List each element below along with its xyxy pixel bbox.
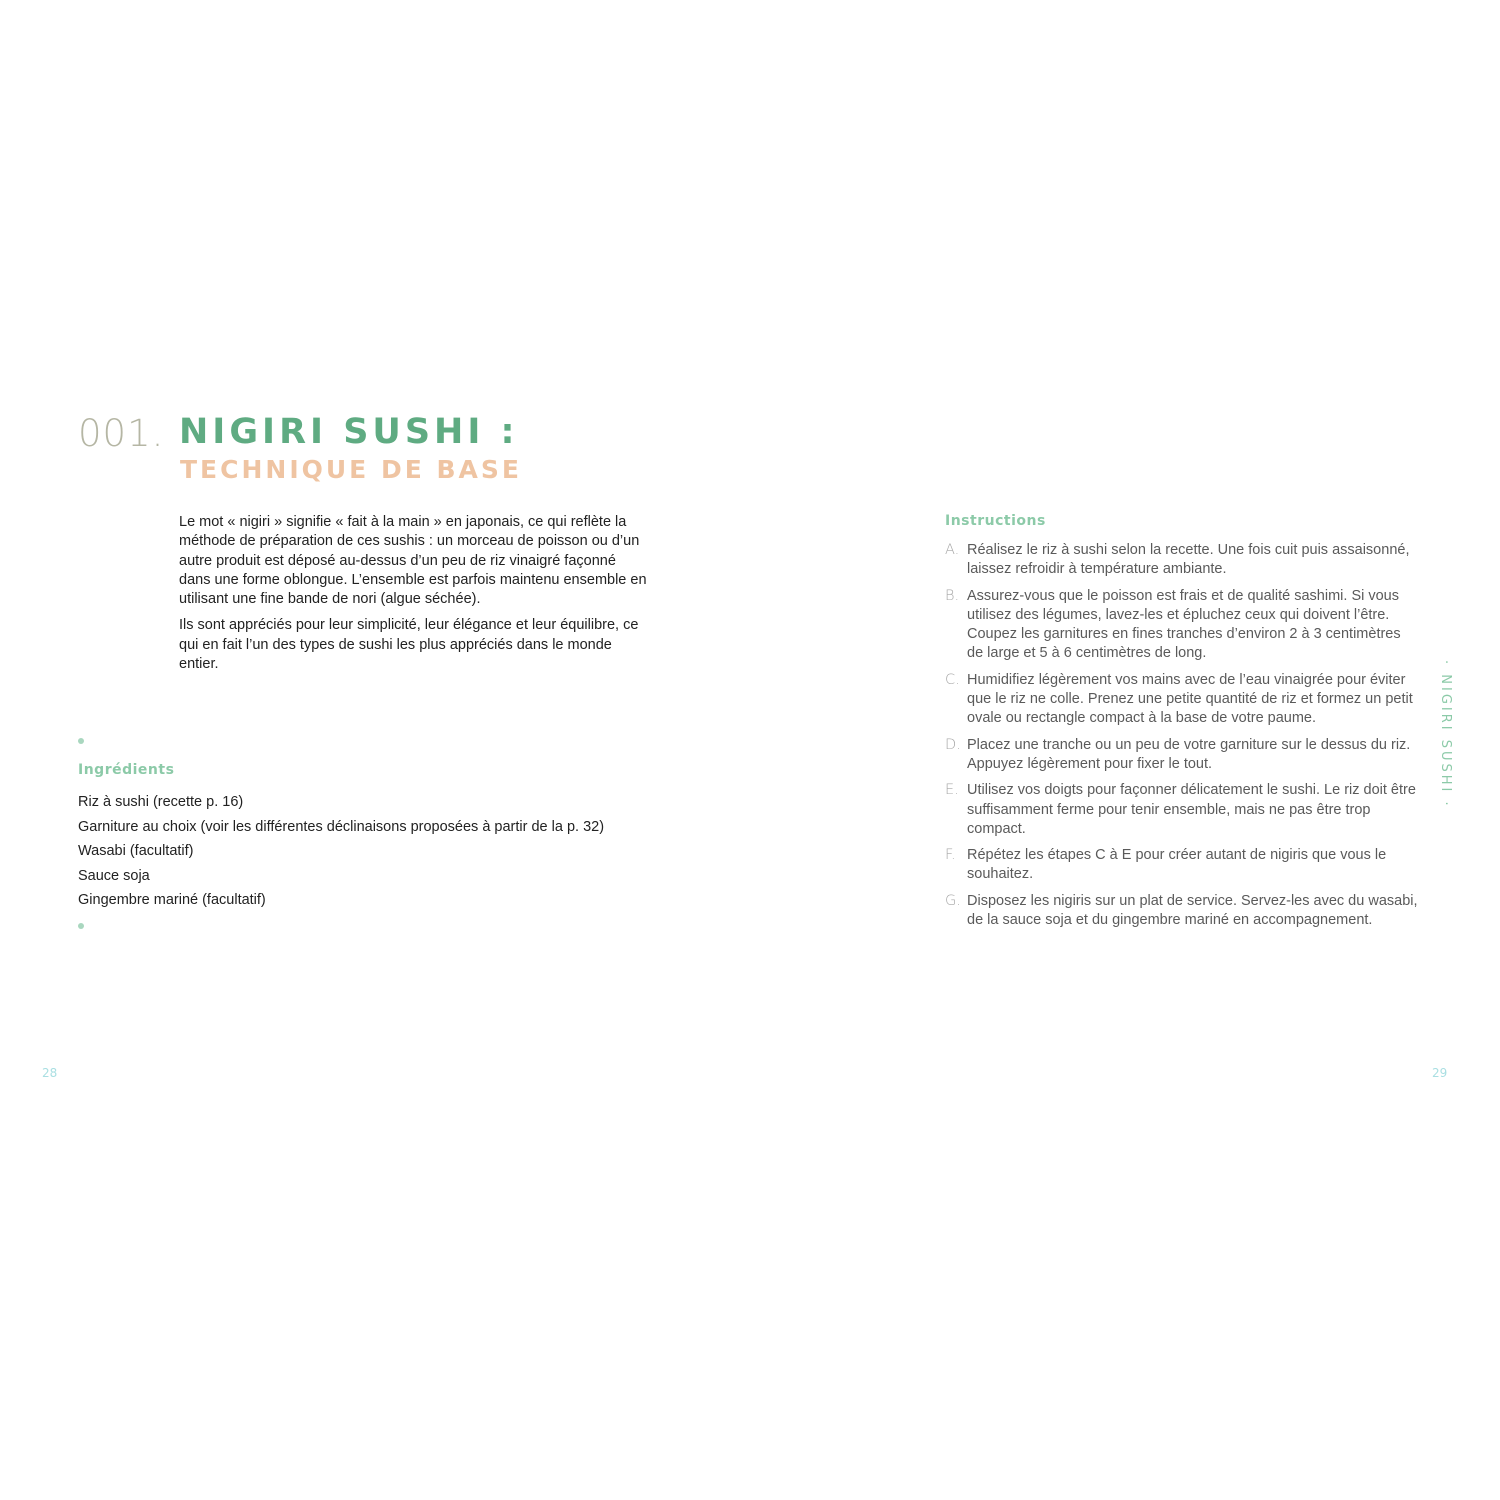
ingredient-item: Gingembre mariné (facultatif) <box>78 892 266 908</box>
step-letter: E. <box>945 782 959 799</box>
page-number-left: 28 <box>42 1066 58 1080</box>
intro-paragraph: Ils sont appréciés pour leur simplicité, leur élégance et leur équilibre, ce qui en fait l’un des types de sushi les plus appréciés dans le monde entier. <box>179 617 639 673</box>
ingredients-heading: Ingrédients <box>78 762 175 778</box>
divider-dot <box>78 923 84 929</box>
ingredient-item: Riz à sushi (recette p. 16) <box>78 794 244 810</box>
step-text: Utilisez vos doigts pour façonner délicatement le sushi. Le riz doit être suffisamment ferme pour tenir ensemble, mais ne pas être trop compact. <box>967 782 1416 837</box>
instruction-step <box>945 892 1420 931</box>
instruction-step <box>945 846 1420 885</box>
step-letter: D. <box>945 736 961 753</box>
step-text: Assurez-vous que le poisson est frais et de qualité sashimi. Si vous utilisez des légumes, lavez-les et épluchez ceux qui doivent l’être. Coupez les garnitures en fines tranches d’environ 2 à 3 centimètres de large et 5 à 6 centimètres de long. <box>967 587 1401 662</box>
step-text: Disposez les nigiris sur un plat de service. Servez-les avec du wasabi, de la sauce soja et du gingembre mariné en accompagnement. <box>967 892 1418 929</box>
step-letter: F. <box>945 847 956 864</box>
recipe-subtitle: TECHNIQUE DE BASE <box>180 455 522 484</box>
ingredient-item: Wasabi (facultatif) <box>78 843 194 859</box>
ingredients-list <box>78 790 604 913</box>
recipe-number: 001. <box>78 412 165 455</box>
step-letter: B. <box>945 587 960 604</box>
step-text: Humidifiez légèrement vos mains avec de l’eau vinaigrée pour éviter que le riz ne colle. Prenez une petite quantité de riz et formez un petit ovale ou rectangle compact à la base de votre paume. <box>967 671 1413 727</box>
step-letter: A. <box>945 542 960 558</box>
instruction-step <box>945 781 1420 839</box>
step-letter: C. <box>945 671 960 688</box>
step-text: Réalisez le riz à sushi selon la recette. Une fois cuit puis assaisonné, laissez refroidir à température ambiante. <box>967 542 1410 578</box>
instructions-list <box>945 541 1420 937</box>
instruction-step <box>945 671 1420 729</box>
instruction-step <box>945 587 1420 664</box>
page-number-right: 29 <box>1432 1066 1448 1080</box>
step-text: Répétez les étapes C à E pour créer autant de nigiris que vous le souhaitez. <box>967 847 1387 883</box>
instructions-heading: Instructions <box>945 513 1046 529</box>
ingredient-item: Sauce soja <box>78 867 150 884</box>
instruction-step <box>945 541 1420 580</box>
intro-paragraph: Le mot « nigiri » signifie « fait à la main » en japonais, ce qui reflète la méthode de préparation de ces sushis : un morceau de poisson ou d’un autre produit est déposé au-dessus d’un peu de riz vinaigré façonné dans une forme oblongue. L’ensemble est parfois maintenu ensemble en utilisant une fine bande de nori (algue séchée). <box>179 514 647 608</box>
intro-text <box>179 513 651 681</box>
ingredient-item: Garniture au choix (voir les différentes déclinaisons proposées à partir de la p. 32) <box>78 818 605 835</box>
running-header: · NIGIRI SUSHI · <box>1438 660 1453 809</box>
step-letter: G. <box>945 892 961 909</box>
recipe-title: NIGIRI SUSHI : <box>179 412 519 452</box>
instruction-step <box>945 736 1420 775</box>
divider-dot <box>78 738 84 744</box>
step-text: Placez une tranche ou un peu de votre garniture sur le dessus du riz. Appuyez légèrement pour fixer le tout. <box>967 736 1411 772</box>
